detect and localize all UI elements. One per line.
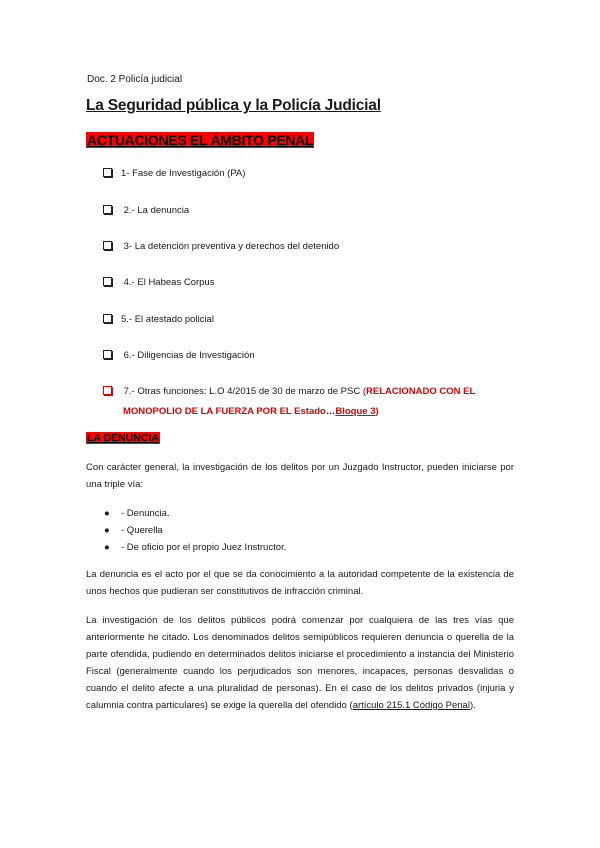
item7-close: )	[375, 406, 379, 417]
list-item-label: 4.- El Habeas Corpus	[121, 277, 215, 288]
list-item	[103, 350, 255, 361]
bloque-3-link[interactable]: Bloque 3	[335, 406, 376, 417]
item7-dots: …	[325, 406, 336, 417]
list-item-label: 5.- El atestado policial	[121, 314, 214, 325]
bullet-icon: ●	[104, 525, 110, 536]
doc-label: Doc. 2 Policía judicial	[87, 74, 183, 85]
investigation-paragraph	[86, 612, 514, 714]
list-item-label: 2.- La denuncia	[121, 205, 190, 216]
codigo-penal-link[interactable]: artículo 215.1 Código Penal	[352, 700, 470, 711]
page-title: La Seguridad pública y la Policía Judicial	[86, 97, 381, 114]
list-item	[103, 314, 214, 325]
checkbox-red-icon	[103, 386, 112, 395]
list-item-7	[103, 386, 476, 417]
item7-red-part2: MONOPOLIO DE LA FUERZA POR EL Estado	[123, 406, 326, 417]
intro-paragraph: Con carácter general, la investigación de los delitos por un Juzgado Instructor, pueden iniciarse por una triple vía:	[86, 462, 514, 490]
checkbox-icon	[103, 277, 112, 286]
item7-line2	[123, 406, 379, 417]
list-item	[103, 241, 339, 252]
bullet-text: - De oficio por el propio Juez Instructor.	[121, 542, 287, 553]
item7-red-part1: RELACIONADO CON EL	[366, 386, 476, 397]
bullet-icon: ●	[104, 508, 110, 519]
list-item	[103, 205, 189, 216]
checkbox-icon	[103, 205, 112, 214]
list-item	[104, 522, 286, 539]
checkbox-icon	[103, 350, 112, 359]
checkbox-icon	[103, 314, 112, 323]
checkbox-icon	[103, 168, 112, 177]
bullet-text: - Querella	[121, 525, 163, 536]
section-red-heading: ACTUACIONES EL ÁMBITO PENAL	[87, 132, 314, 148]
checkbox-icon	[103, 241, 112, 250]
investigation-text: La investigación de los delitos públicos podrá comenzar por cualquiera de las tres vías que anteriormente he citado. Los denominados delitos semipúblicos requieren denuncia o querella de la parte ofendida, pudiendo en determinados delitos iniciarse el procedimiento a instancia del Ministerio Fiscal (generalmente cuando los perjudicados son menores, incapaces, personas desvalidas o cuando el delito afecte a una pluralidad de personas). En el caso de los delitos privados (injuria y calumnia contra particulares) se exige la querella del ofendido (	[86, 615, 514, 711]
list-item	[103, 277, 214, 288]
list-item-label: 1- Fase de Investigación (PA)	[121, 168, 246, 179]
list-item	[103, 168, 245, 179]
la-denuncia-heading: LA DENUNCIA	[87, 432, 159, 444]
list-item-label: 3- La detención preventiva y derechos del detenido	[121, 241, 340, 252]
item7-lead: 7.- Otras funciones: L.O 4/2015 de 30 de marzo de PSC (	[121, 386, 367, 397]
investigation-end: ).	[469, 700, 476, 711]
bullet-icon: ●	[104, 542, 110, 553]
list-item	[104, 539, 286, 556]
list-item-label: 6.- Diligencias de Investigación	[121, 350, 255, 361]
definition-paragraph: La denuncia es el acto por el que se da conocimiento a la autoridad competente de la existencia de unos hechos que pudieran ser constitutivos de infracción criminal.	[86, 569, 514, 597]
bullet-text: - Denuncia.	[121, 508, 170, 519]
list-item	[104, 505, 286, 522]
bullet-list	[104, 505, 286, 556]
